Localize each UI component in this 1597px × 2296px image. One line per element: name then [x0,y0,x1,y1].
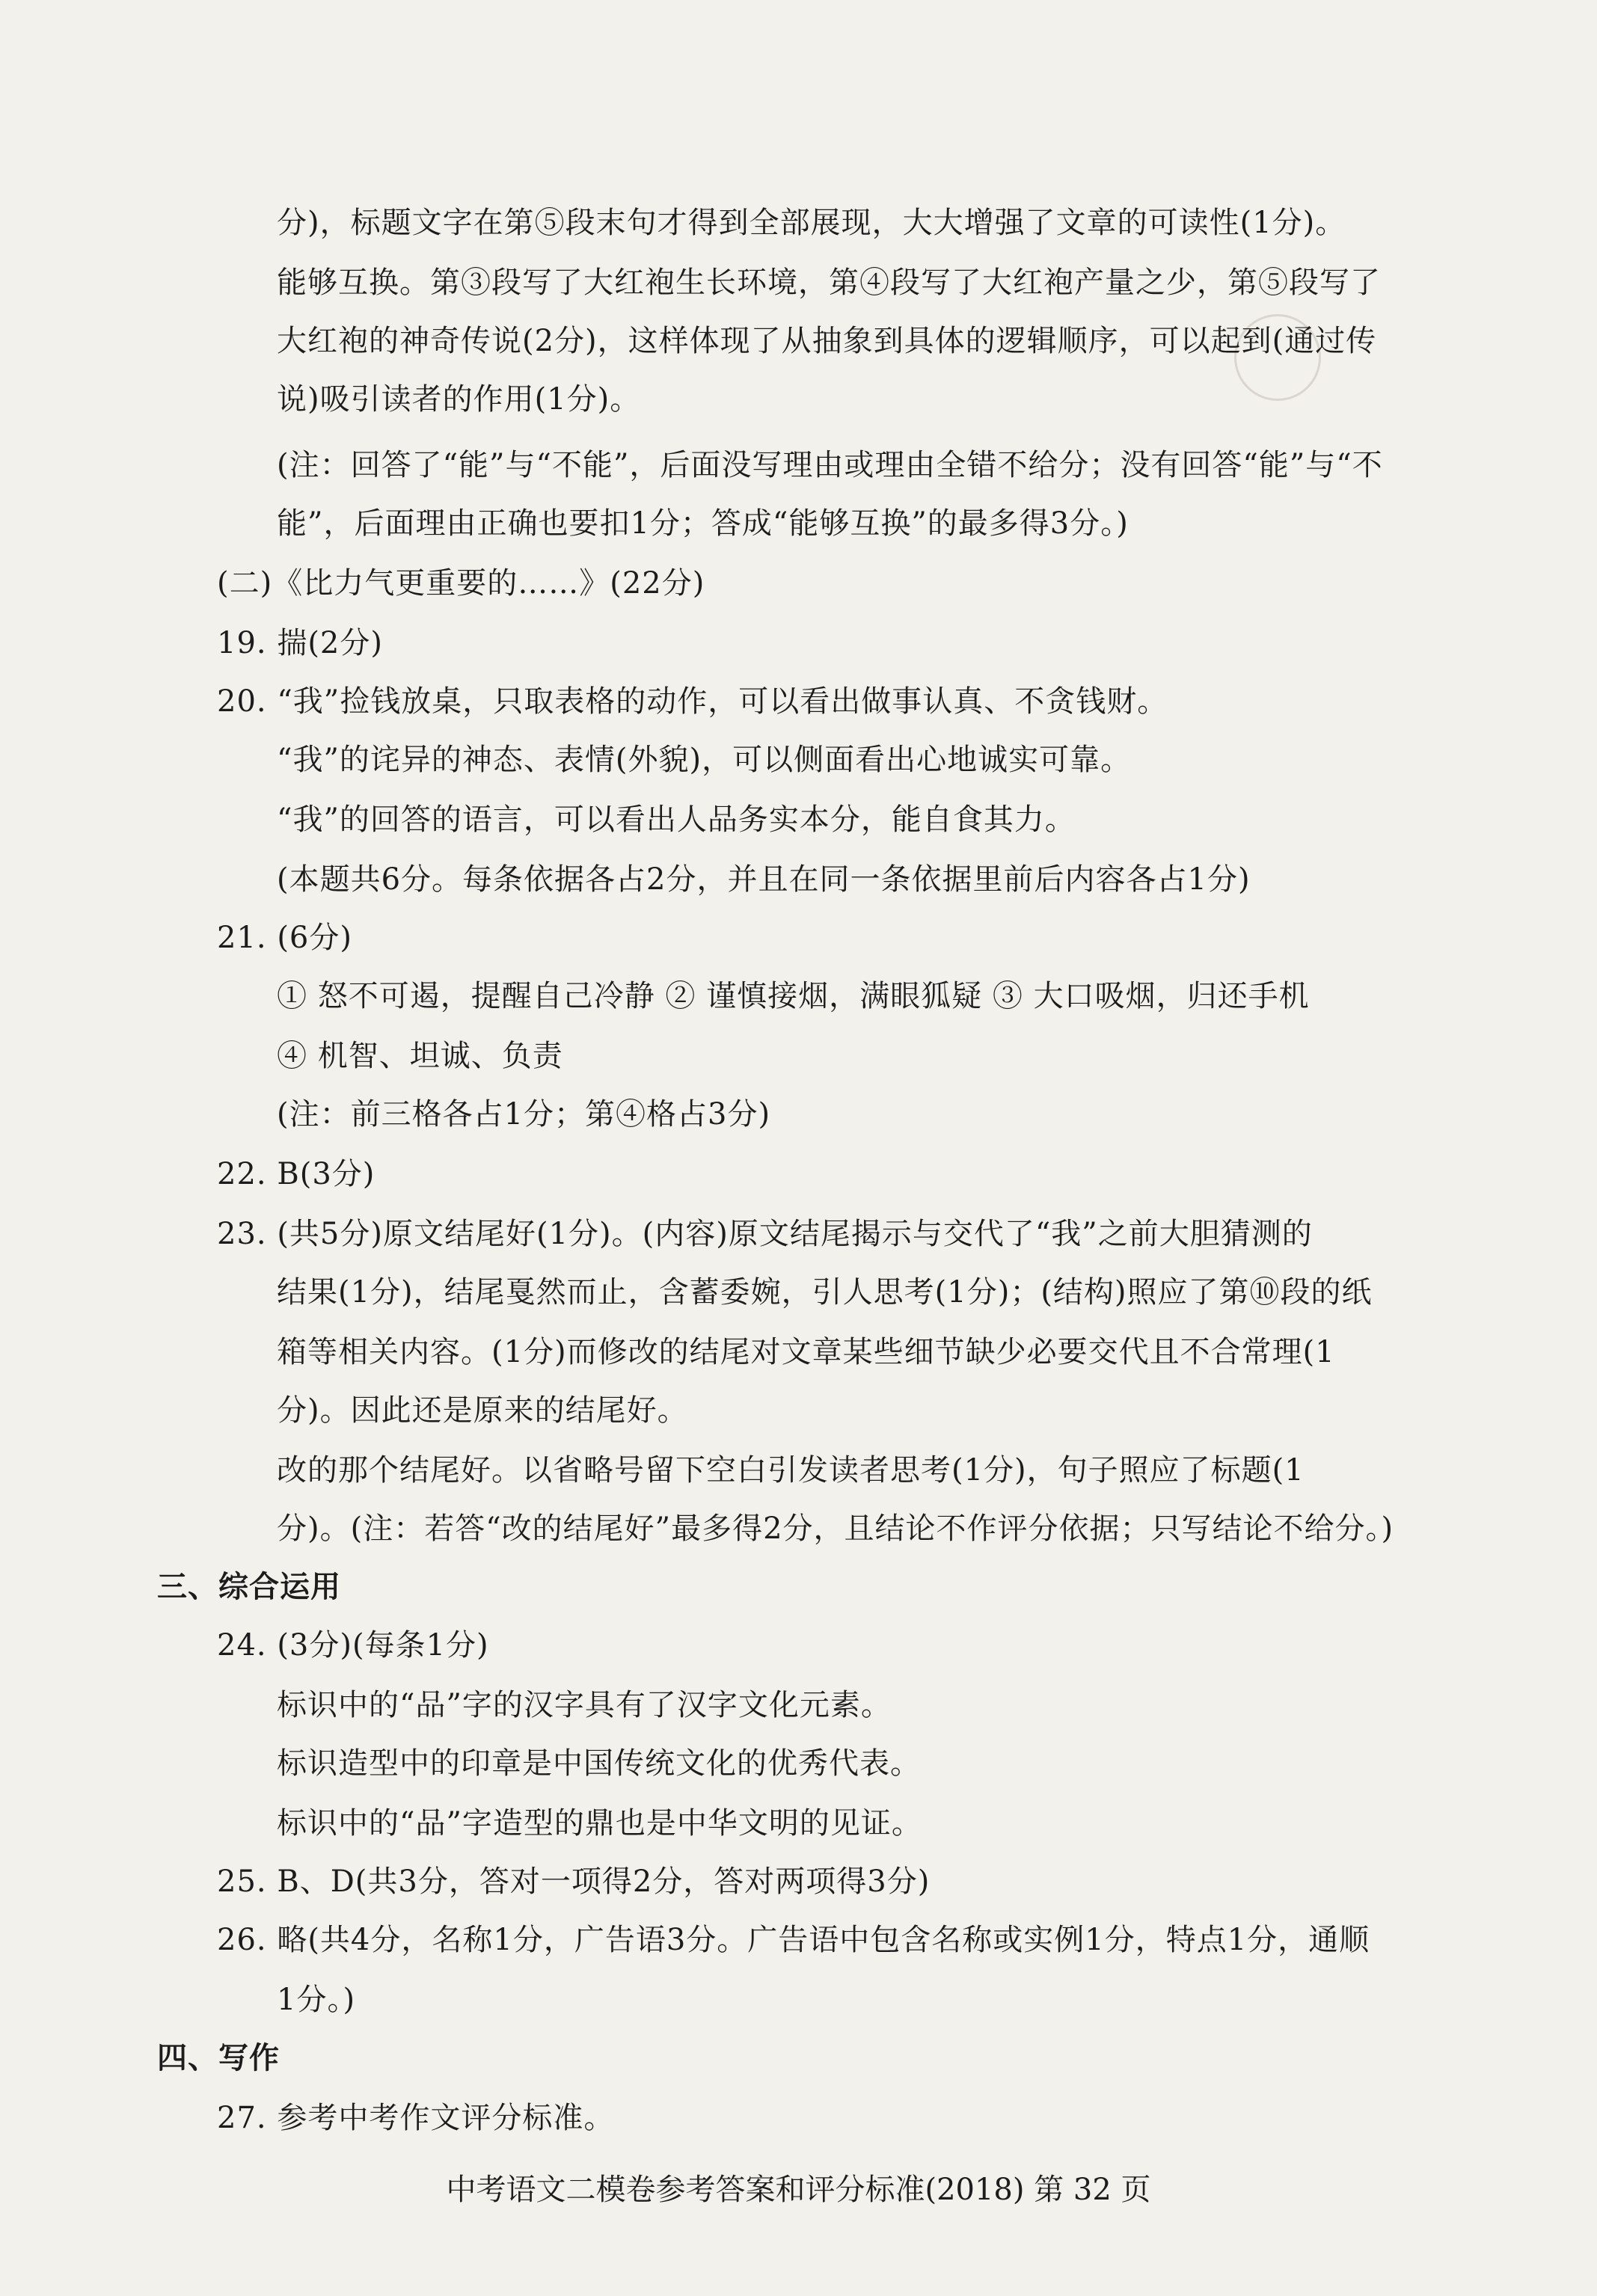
section-title: (二)《比力气更重要的……》(22分) [217,566,705,601]
answer-27: 27. 参考中考作文评分标准。 [217,2101,615,2135]
text-line: 能”，后面理由正确也要扣1分；答成“能够互换”的最多得3分。) [277,506,1129,541]
text-line: 分)。因此还是原来的结尾好。 [277,1393,688,1428]
text-line: ① 怒不可遏，提醒自己冷静 ② 谨慎接烟，满眼狐疑 ③ 大口吸烟，归还手机 [277,979,1310,1013]
answer-21: 21. (6分) [217,921,352,955]
section-heading: 四、写作 [157,2041,280,2075]
answer-20: 20. “我”捡钱放桌，只取表格的动作，可以看出做事认真、不贪钱财。 [217,684,1168,719]
text-line: 大红袍的神奇传说(2分)，这样体现了从抽象到具体的逻辑顺序，可以起到(通过传 [277,324,1377,358]
text-line: 1分。) [277,1983,356,2017]
text-line: 标识造型中的印章是中国传统文化的优秀代表。 [277,1746,921,1781]
text-line: (注：回答了“能”与“不能”，后面没写理由或理由全错不给分；没有回答“能”与“不 [277,448,1383,482]
page-footer: 中考语文二模卷参考答案和评分标准(2018) 第 32 页 [446,2173,1151,2207]
answer-26: 26. 略(共4分，名称1分，广告语3分。广告语中包含名称或实例1分，特点1分，通顺 [217,1923,1370,1957]
text-line: 能够互换。第③段写了大红袍生长环境，第④段写了大红袍产量之少，第⑤段写了 [277,265,1381,300]
text-line: “我”的诧异的神态、表情(外貌)，可以侧面看出心地诚实可靠。 [277,743,1132,777]
text-line: 分)。(注：若答“改的结尾好”最多得2分，且结论不作评分依据；只写结论不给分。) [277,1511,1394,1546]
answer-25: 25. B、D(共3分，答对一项得2分，答对两项得3分) [217,1864,931,1899]
text-line: 箱等相关内容。(1分)而修改的结尾对文章某些细节缺少必要交代且不合常理(1 [277,1335,1335,1369]
text-line: 标识中的“品”字的汉字具有了汉字文化元素。 [277,1688,892,1722]
text-line: 说)吸引读者的作用(1分)。 [277,382,641,417]
answer-24: 24. (3分)(每条1分) [217,1628,489,1663]
text-line: “我”的回答的语言，可以看出人品务实本分，能自食其力。 [277,802,1076,837]
text-line: 改的那个结尾好。以省略号留下空白引发读者思考(1分)，句子照应了标题(1 [277,1453,1305,1488]
text-line: (注：前三格各占1分；第④格占3分) [277,1097,771,1132]
text-line: 结果(1分)，结尾戛然而止，含蓄委婉，引人思考(1分)；(结构)照应了第⑩段的纸 [277,1275,1373,1310]
text-line: 分)，标题文字在第⑤段末句才得到全部展现，大大增强了文章的可读性(1分)。 [277,206,1346,240]
text-line: 标识中的“品”字造型的鼎也是中华文明的见证。 [277,1806,922,1841]
section-heading: 三、综合运用 [157,1570,341,1604]
text-line: (本题共6分。每条依据各占2分，并且在同一条依据里前后内容各占1分) [277,862,1251,897]
text-line: ④ 机智、坦诚、负责 [277,1039,563,1073]
answer-23: 23. (共5分)原文结尾好(1分)。(内容)原文结尾揭示与交代了“我”之前大胆猜测的 [217,1217,1313,1251]
answer-22: 22. B(3分) [217,1157,376,1191]
answer-19: 19. 揣(2分) [217,626,383,660]
